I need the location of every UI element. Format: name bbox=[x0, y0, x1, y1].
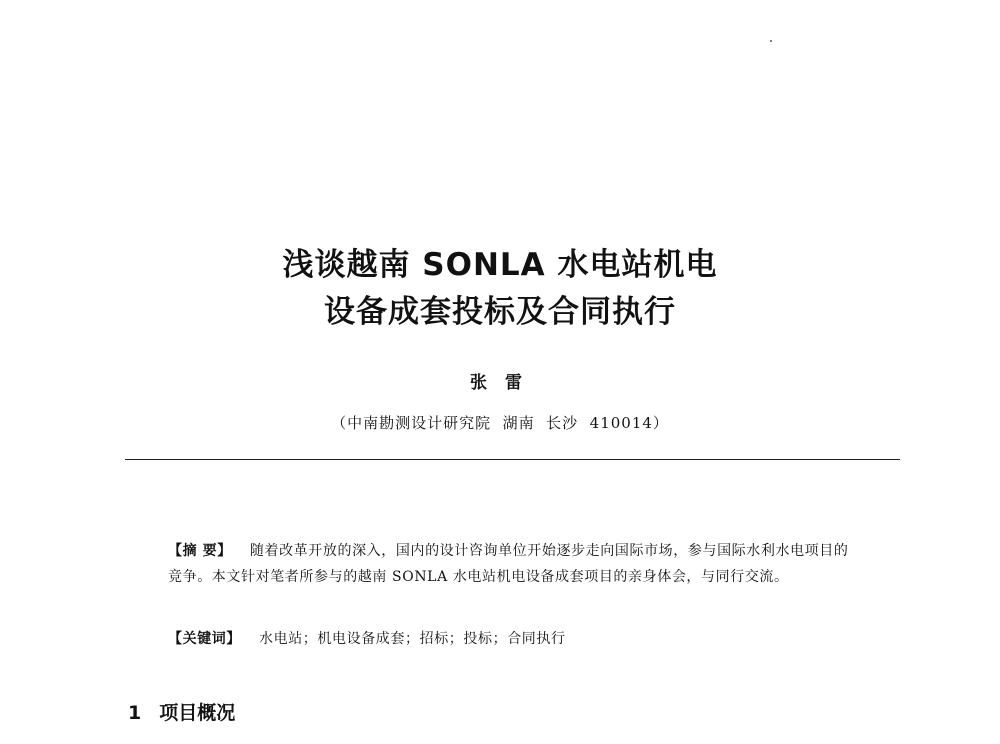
section-number: 1 bbox=[128, 702, 142, 724]
abstract-text: 随着改革开放的深入，国内的设计咨询单位开始逐步走向国际市场，参与国际水利水电项目的竞争。本文针对笔者所参与的越南 SONLA 水电站机电设备成套项目的亲身体会，与同行交流。 bbox=[168, 543, 849, 585]
keywords-block bbox=[168, 628, 858, 650]
header-divider bbox=[125, 459, 900, 460]
section-heading bbox=[128, 698, 235, 725]
abstract-block bbox=[168, 538, 858, 590]
keywords-label: 【关键词】 bbox=[168, 631, 241, 647]
paper-title-line-1: 浅谈越南 SONLA 水电站机电 bbox=[282, 247, 718, 283]
author-name: 张雷 bbox=[470, 373, 540, 393]
section-title: 项目概况 bbox=[159, 702, 236, 724]
paper-title-line-2: 设备成套投标及合同执行 bbox=[324, 294, 676, 330]
keywords-text: 水电站；机电设备成套；招标；投标；合同执行 bbox=[259, 631, 566, 647]
scan-speck bbox=[770, 40, 772, 42]
author-affiliation: （中南勘测设计研究院 湖南 长沙 410014） bbox=[331, 414, 669, 432]
abstract-label: 【摘 要】 bbox=[168, 543, 232, 559]
